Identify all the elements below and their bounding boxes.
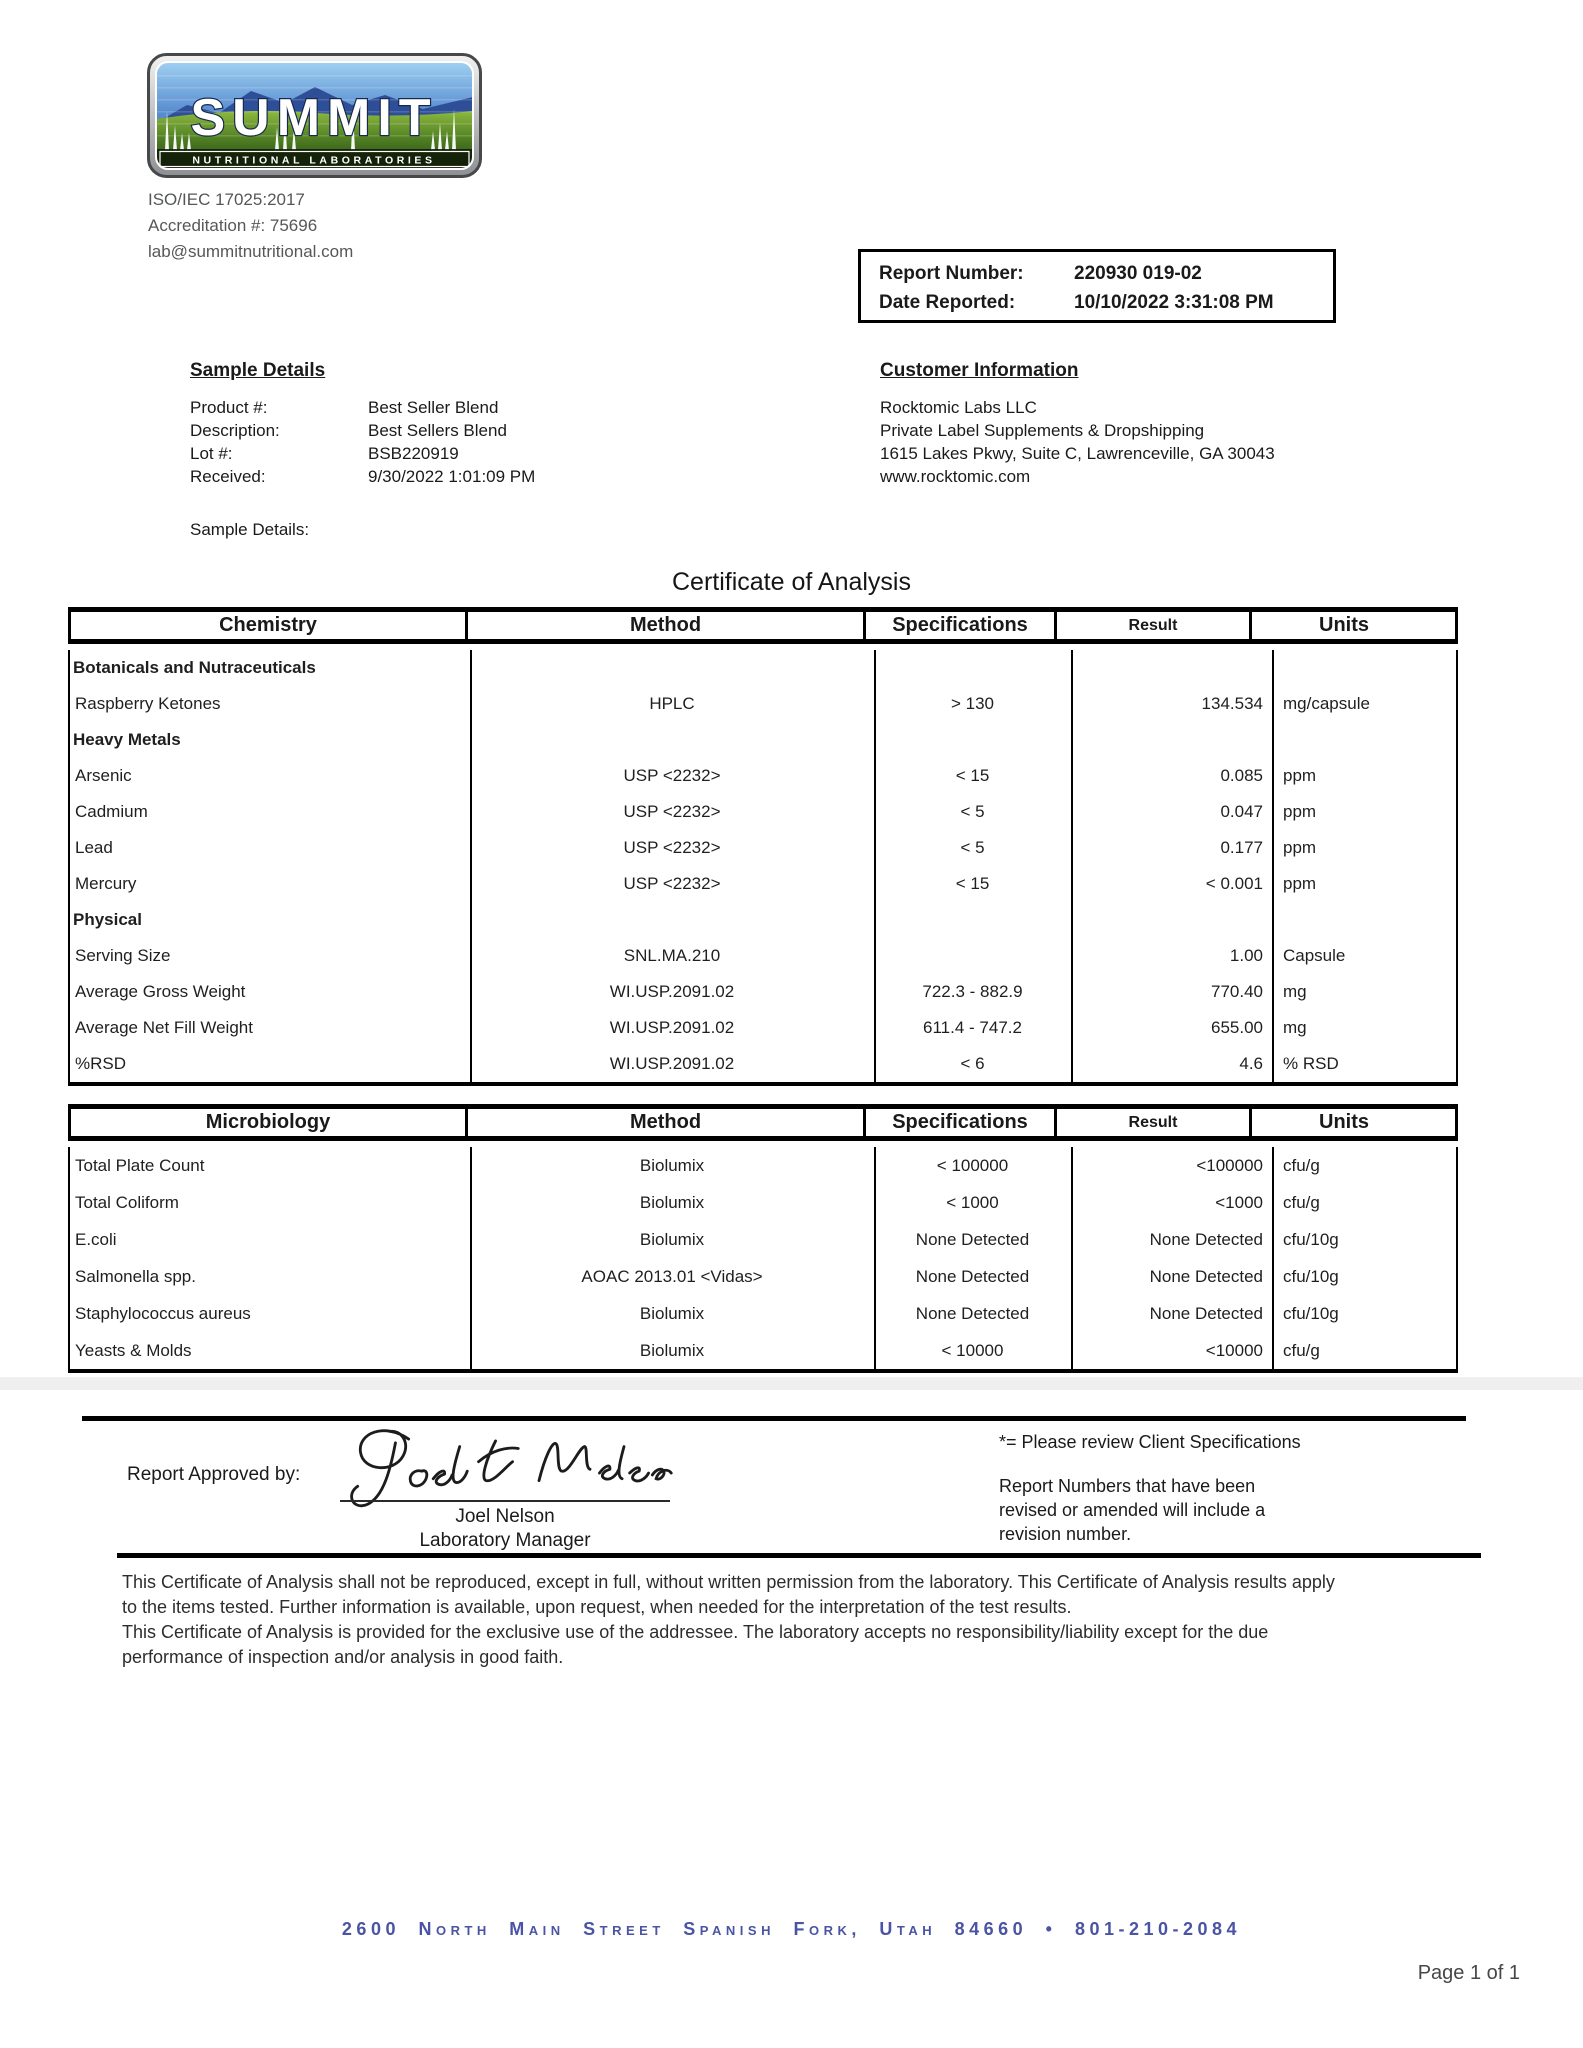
customer-website-text: www.rocktomic.com <box>880 467 1031 486</box>
sample-field-value: 9/30/2022 1:01:09 PM <box>368 467 536 486</box>
table-row <box>68 794 1458 830</box>
table-cell: <1000 <box>1215 1192 1263 1212</box>
table-cell: USP <2232> <box>623 874 721 893</box>
table-cell: cfu/10g <box>1283 1229 1339 1249</box>
table-cell: 0.177 <box>1220 838 1263 857</box>
sample-details-fields <box>190 396 535 488</box>
table-column-divider <box>470 1147 472 1369</box>
report-approved-label: Report Approved by: <box>127 1464 301 1485</box>
report-number-value: 220930 019-02 <box>1074 263 1202 284</box>
table-column-divider <box>1272 1147 1274 1369</box>
table-header-cell: Method <box>468 1109 866 1136</box>
table-cell: AOAC 2013.01 <Vidas> <box>581 1266 763 1286</box>
table-row <box>68 1147 1458 1184</box>
table-cell: < 15 <box>955 766 990 785</box>
disclaimer-line: performance of inspection and/or analysis in good faith. <box>122 1647 564 1667</box>
revision-note-line: revision number. <box>999 1524 1132 1544</box>
table-cell: Biolumix <box>639 1340 705 1360</box>
table-cell: ppm <box>1283 838 1317 857</box>
signature-section-top-rule <box>82 1416 1466 1421</box>
table-cell: USP <2232> <box>623 766 721 785</box>
table-cell: < 0.001 <box>1205 874 1263 893</box>
table-cell: cfu/g <box>1283 1340 1320 1360</box>
table-header-cell: Chemistry <box>71 612 468 639</box>
table-header-row <box>68 1104 1458 1141</box>
sample-details-heading: Sample Details <box>190 360 326 381</box>
table-body <box>68 650 1458 1086</box>
table-column-divider <box>470 650 472 1082</box>
certificate-title: Certificate of Analysis <box>672 568 911 596</box>
table-cell: mg <box>1283 982 1307 1001</box>
date-reported-label: Date Reported: <box>879 292 1016 313</box>
table-column-divider <box>1456 650 1458 1082</box>
table-row <box>68 1332 1458 1369</box>
table-cell: Lead <box>75 838 113 857</box>
sample-details-extra-label: Sample Details: <box>190 520 310 539</box>
table-cell: %RSD <box>75 1054 127 1073</box>
table-cell: % RSD <box>1283 1054 1339 1073</box>
table-cell: E.coli <box>75 1229 117 1249</box>
table-row <box>68 974 1458 1010</box>
table-cell: cfu/10g <box>1283 1266 1339 1286</box>
table-cell: 0.047 <box>1220 802 1263 821</box>
date-reported-value: 10/10/2022 3:31:08 PM <box>1074 292 1274 313</box>
table-row <box>68 1221 1458 1258</box>
table-cell: WI.USP.2091.02 <box>609 982 735 1001</box>
revision-note <box>999 1474 1265 1546</box>
disclaimer-line: to the items tested. Further information is available, upon request, when needed for the interpretation of the test results. <box>122 1597 1072 1617</box>
revision-note-line: revised or amended will include a <box>999 1500 1266 1520</box>
table-cell: 611.4 - 747.2 <box>923 1018 1022 1037</box>
table-cell: ppm <box>1283 874 1317 893</box>
table-cell: > 130 <box>950 694 994 713</box>
table-column-divider <box>874 1147 876 1369</box>
table-header-cell: Microbiology <box>71 1109 468 1136</box>
table-cell: None Detected <box>1149 1303 1263 1323</box>
table-row <box>68 1010 1458 1046</box>
table-header-cell: Specifications <box>866 612 1057 639</box>
summit-logo <box>147 53 482 178</box>
table-header-cell: Result <box>1057 612 1252 639</box>
customer-address-text: 1615 Lakes Pkwy, Suite C, Lawrenceville, GA 30043 <box>880 444 1275 463</box>
table-cell: Capsule <box>1283 946 1346 965</box>
table-cell: Yeasts & Molds <box>75 1340 192 1360</box>
table-section-row <box>68 650 1458 686</box>
chemistry-table <box>68 607 1458 1086</box>
table-column-divider <box>1071 1147 1073 1369</box>
table-header-cell: Specifications <box>866 1109 1057 1136</box>
table-cell: Salmonella spp. <box>75 1266 196 1286</box>
table-cell: None Detected <box>915 1266 1030 1286</box>
client-spec-note: *= Please review Client Specifications <box>999 1432 1301 1452</box>
table-section-row <box>68 722 1458 758</box>
sample-field-value: BSB220919 <box>368 444 459 463</box>
table-cell: cfu/10g <box>1283 1303 1339 1323</box>
table-cell: HPLC <box>649 694 695 713</box>
table-row <box>68 866 1458 902</box>
table-cell: Average Gross Weight <box>75 982 246 1001</box>
lab-address-footer: 2600 North Main Street Spanish Fork, Utah 84660 • 801-210-2084 <box>341 1919 1242 1939</box>
table-cell: mg <box>1283 1018 1307 1037</box>
table-cell: Cadmium <box>75 802 148 821</box>
table-cell: Biolumix <box>639 1192 705 1212</box>
lab-email-text: lab@summitnutritional.com <box>148 242 354 261</box>
customer-info-block <box>880 396 1275 488</box>
table-cell: < 5 <box>960 802 985 821</box>
customer-info-heading: Customer Information <box>880 360 1079 381</box>
signature-image <box>335 1418 675 1513</box>
signer-title: Laboratory Manager <box>419 1530 591 1551</box>
accreditation-block <box>148 187 353 265</box>
microbiology-table <box>68 1104 1458 1373</box>
revision-note-line: Report Numbers that have been <box>999 1476 1256 1496</box>
table-cell: 770.40 <box>1211 982 1263 1001</box>
signer-name: Joel Nelson <box>455 1506 555 1527</box>
signature-section-bottom-rule <box>117 1553 1481 1558</box>
table-cell: < 1000 <box>946 1192 999 1212</box>
table-cell: Biolumix <box>639 1303 705 1323</box>
table-section-row <box>68 902 1458 938</box>
report-number-label: Report Number: <box>879 263 1024 284</box>
table-cell: SNL.MA.210 <box>623 946 721 965</box>
table-cell: Raspberry Ketones <box>75 694 221 713</box>
sample-field-value: Best Sellers Blend <box>368 421 507 440</box>
table-cell: <10000 <box>1205 1340 1263 1360</box>
logo-title: SUMMIT <box>190 89 438 147</box>
page-break-shadow <box>0 1377 1583 1390</box>
table-row <box>68 938 1458 974</box>
table-cell: WI.USP.2091.02 <box>609 1054 735 1073</box>
table-cell: 4.6 <box>1239 1054 1263 1073</box>
table-cell: Serving Size <box>75 946 171 965</box>
table-column-divider <box>68 1147 70 1369</box>
table-cell: 134.534 <box>1201 694 1263 713</box>
table-cell: Biolumix <box>639 1155 705 1175</box>
table-section-label: Heavy Metals <box>73 730 181 749</box>
table-cell: < 15 <box>955 874 990 893</box>
summit-logo-image <box>147 53 482 178</box>
sample-field-label: Description: <box>190 421 280 440</box>
table-column-divider <box>1272 650 1274 1082</box>
table-cell: 0.085 <box>1220 766 1263 785</box>
table-header-cell: Result <box>1057 1109 1252 1136</box>
table-cell: 722.3 - 882.9 <box>922 982 1023 1001</box>
report-info-box <box>858 249 1336 323</box>
table-cell: < 6 <box>960 1054 985 1073</box>
table-cell: Average Net Fill Weight <box>75 1018 253 1037</box>
table-header-cell: Units <box>1319 1111 1369 1133</box>
table-cell: < 100000 <box>936 1155 1009 1175</box>
table-cell: USP <2232> <box>623 802 721 821</box>
table-header-cell: Method <box>468 612 866 639</box>
table-section-label: Botanicals and Nutraceuticals <box>73 658 316 677</box>
table-column-divider <box>68 650 70 1082</box>
table-row <box>68 758 1458 794</box>
table-column-divider <box>874 650 876 1082</box>
disclaimer-line: This Certificate of Analysis shall not be reproduced, except in full, without written permission from the laboratory. This Certificate of Analysis results apply <box>122 1572 1335 1592</box>
disclaimer-text <box>122 1570 1492 1670</box>
table-cell: WI.USP.2091.02 <box>609 1018 735 1037</box>
table-column-divider <box>1456 1147 1458 1369</box>
table-row <box>68 830 1458 866</box>
table-header-cell: Units <box>1319 614 1369 636</box>
table-cell: ppm <box>1283 802 1317 821</box>
customer-name-text: Rocktomic Labs LLC <box>880 398 1037 417</box>
table-cell: cfu/g <box>1283 1192 1320 1212</box>
table-cell: Total Coliform <box>75 1192 179 1212</box>
table-cell: 1.00 <box>1229 946 1263 965</box>
table-cell: cfu/g <box>1283 1155 1320 1175</box>
logo-subtitle: NUTRITIONAL LABORATORIES <box>192 154 436 167</box>
table-cell: Mercury <box>75 874 137 893</box>
table-cell: Total Plate Count <box>75 1155 205 1175</box>
customer-tagline-text: Private Label Supplements & Dropshipping <box>880 421 1205 440</box>
table-cell: USP <2232> <box>623 838 721 857</box>
table-cell: <100000 <box>1196 1155 1263 1175</box>
table-cell: ppm <box>1283 766 1317 785</box>
table-header-row <box>68 607 1458 644</box>
table-row <box>68 686 1458 722</box>
page-number: Page 1 of 1 <box>1417 1962 1520 1984</box>
table-row <box>68 1046 1458 1082</box>
table-column-divider <box>1071 650 1073 1082</box>
table-cell: Staphylococcus aureus <box>75 1303 251 1323</box>
table-row <box>68 1184 1458 1221</box>
table-cell: None Detected <box>1149 1266 1263 1286</box>
iso-standard-text: ISO/IEC 17025:2017 <box>148 190 305 209</box>
table-cell: Biolumix <box>639 1229 705 1249</box>
sample-field-label: Lot #: <box>190 444 233 463</box>
sample-field-label: Product #: <box>190 398 268 417</box>
sample-field-value: Best Seller Blend <box>368 398 499 417</box>
table-cell: None Detected <box>915 1303 1030 1323</box>
table-cell: 655.00 <box>1211 1018 1263 1037</box>
table-cell: None Detected <box>1149 1229 1263 1249</box>
table-section-label: Physical <box>73 910 142 929</box>
table-cell: < 10000 <box>941 1340 1004 1360</box>
disclaimer-line: This Certificate of Analysis is provided for the exclusive use of the addressee. The laboratory accepts no responsibility/liability except for the due <box>122 1622 1269 1642</box>
table-body <box>68 1147 1458 1373</box>
table-row <box>68 1295 1458 1332</box>
table-cell: < 5 <box>960 838 985 857</box>
accreditation-number-text: Accreditation #: 75696 <box>148 216 318 235</box>
table-cell: mg/capsule <box>1283 694 1370 713</box>
signature-line <box>340 1500 670 1502</box>
sample-field-label: Received: <box>190 467 266 486</box>
table-cell: Arsenic <box>75 766 132 785</box>
table-cell: None Detected <box>915 1229 1030 1249</box>
table-row <box>68 1258 1458 1295</box>
